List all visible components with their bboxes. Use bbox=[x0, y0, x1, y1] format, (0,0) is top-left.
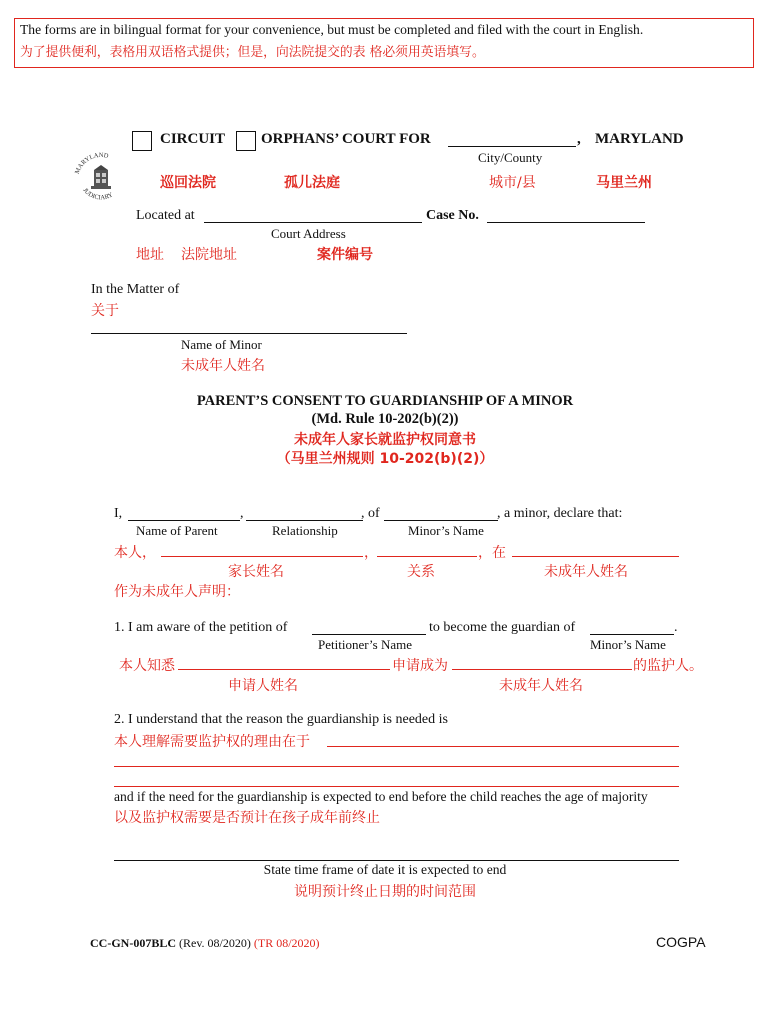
svg-text:JUDICIARY: JUDICIARY bbox=[81, 186, 115, 202]
parent-name-field[interactable] bbox=[128, 520, 240, 521]
form-code: COGPA bbox=[656, 934, 706, 950]
case-no-label-cn: 案件编号 bbox=[317, 247, 373, 263]
in-matter-label: In the Matter of bbox=[91, 282, 180, 297]
form-rule-cn: （马里兰州规则 10-202(b)(2)） bbox=[276, 451, 494, 467]
declaration-i: I, bbox=[114, 506, 123, 521]
item1-text-b: to become the guardian of bbox=[429, 620, 576, 635]
svg-text:MARYLAND: MARYLAND bbox=[73, 151, 109, 175]
petitioner-name-field-cn[interactable] bbox=[178, 669, 390, 670]
form-title: PARENT’S CONSENT TO GUARDIANSHIP OF A MINOR bbox=[196, 393, 574, 409]
item1-minor-name-field[interactable] bbox=[590, 634, 674, 635]
in-matter-label-cn: 关于 bbox=[91, 303, 119, 319]
item1-minor-name-field-cn[interactable] bbox=[452, 669, 632, 670]
city-comma: , bbox=[577, 131, 581, 147]
parent-name-field-cn[interactable] bbox=[161, 556, 363, 557]
form-number: CC-GN-007BLC bbox=[90, 936, 176, 950]
court-address-caption-cn: 法院地址 bbox=[181, 247, 237, 263]
court-address-caption: Court Address bbox=[271, 226, 346, 241]
court-address-field[interactable] bbox=[204, 222, 422, 223]
time-frame-field[interactable] bbox=[114, 860, 679, 861]
form-rule: (Md. Rule 10-202(b)(2)) bbox=[311, 411, 459, 427]
declaration-cn-at: ，在 bbox=[478, 545, 506, 561]
city-county-field[interactable] bbox=[448, 146, 576, 147]
reason-field-line-2[interactable] bbox=[114, 766, 679, 767]
relationship-field-cn[interactable] bbox=[377, 556, 477, 557]
item1-cn-c: 的监护人。 bbox=[633, 658, 703, 674]
city-county-caption: City/County bbox=[478, 150, 543, 165]
relationship-caption: Relationship bbox=[272, 523, 338, 538]
parent-name-caption-cn: 家长姓名 bbox=[228, 564, 284, 580]
petitioners-name-caption: Petitioner’s Name bbox=[318, 637, 412, 652]
notice-english: The forms are in bilingual format for your convenience, but must be completed and filed with the court in English. bbox=[20, 22, 644, 37]
name-of-minor-caption-cn: 未成年人姓名 bbox=[181, 358, 265, 374]
orphans-label-cn: 孤儿法庭 bbox=[284, 175, 340, 191]
majority-text: and if the need for the guardianship is expected to end before the child reaches the age of majority bbox=[114, 789, 648, 804]
time-frame-caption-cn: 说明预计终止日期的时间范围 bbox=[294, 884, 476, 900]
case-no-field[interactable] bbox=[487, 222, 645, 223]
circuit-court-checkbox[interactable] bbox=[132, 131, 152, 151]
declaration-of: , of bbox=[361, 506, 380, 521]
address-label-cn: 地址 bbox=[136, 247, 164, 263]
item2-text-cn: 本人理解需要监护权的理由在于 bbox=[114, 734, 310, 750]
circuit-label: CIRCUIT bbox=[160, 131, 226, 147]
minors-name-caption: Minor’s Name bbox=[408, 523, 484, 538]
item1-cn-a: 本人知悉 bbox=[119, 658, 175, 674]
minor-name-field-cn[interactable] bbox=[512, 556, 679, 557]
item2-text: 2. I understand that the reason the guardianship is needed is bbox=[114, 712, 448, 727]
relationship-field[interactable] bbox=[246, 520, 363, 521]
petitioner-name-field[interactable] bbox=[312, 634, 426, 635]
item1-minor-caption-cn: 未成年人姓名 bbox=[499, 678, 583, 694]
item1-cn-b: 申请成为 bbox=[392, 658, 448, 674]
item1-text-a: 1. I am aware of the petition of bbox=[114, 620, 288, 635]
reason-field-line-3[interactable] bbox=[114, 786, 679, 787]
name-of-minor-caption: Name of Minor bbox=[181, 337, 262, 352]
time-frame-caption: State time frame of date it is expected to end bbox=[263, 862, 507, 877]
reason-field-line-1[interactable] bbox=[327, 746, 679, 747]
form-title-cn: 未成年人家长就监护权同意书 bbox=[294, 432, 476, 448]
state-label-cn: 马里兰州 bbox=[596, 175, 652, 191]
item1-minors-name-caption: Minor’s Name bbox=[590, 637, 666, 652]
name-of-parent-caption: Name of Parent bbox=[136, 523, 218, 538]
declaration-minor-declare: , a minor, declare that: bbox=[497, 506, 623, 521]
majority-text-cn: 以及监护权需要是否预计在孩子成年前终止 bbox=[114, 810, 380, 826]
form-revision: (Rev. 08/2020) bbox=[176, 936, 254, 950]
petitioner-caption-cn: 申请人姓名 bbox=[228, 678, 298, 694]
minor-name-caption-cn: 未成年人姓名 bbox=[544, 564, 628, 580]
orphans-court-label: ORPHANS’ COURT FOR bbox=[261, 131, 431, 147]
located-at-label: Located at bbox=[136, 208, 195, 223]
orphans-court-checkbox[interactable] bbox=[236, 131, 256, 151]
maryland-judiciary-seal-icon bbox=[72, 150, 130, 208]
declaration-cn-prefix: 本人， bbox=[114, 545, 156, 561]
minor-name-field[interactable] bbox=[384, 520, 498, 521]
item1-period: . bbox=[674, 620, 678, 635]
city-county-caption-cn: 城市/县 bbox=[489, 175, 536, 191]
declaration-cn-comma: ， bbox=[364, 545, 378, 561]
state-label: MARYLAND bbox=[595, 131, 684, 147]
relationship-caption-cn: 关系 bbox=[407, 564, 435, 580]
declaration-comma: , bbox=[240, 506, 244, 521]
form-translation-revision: (TR 08/2020) bbox=[253, 936, 320, 950]
case-no-label: Case No. bbox=[426, 208, 479, 223]
form-number-footer bbox=[90, 936, 320, 951]
notice-chinese: 为了提供便利，表格用双语格式提供；但是，向法院提交的表 格必须用英语填写。 bbox=[20, 45, 485, 60]
circuit-label-cn: 巡回法院 bbox=[160, 175, 216, 191]
declare-cn: 作为未成年人声明： bbox=[114, 584, 240, 600]
name-of-minor-field[interactable] bbox=[91, 333, 407, 334]
